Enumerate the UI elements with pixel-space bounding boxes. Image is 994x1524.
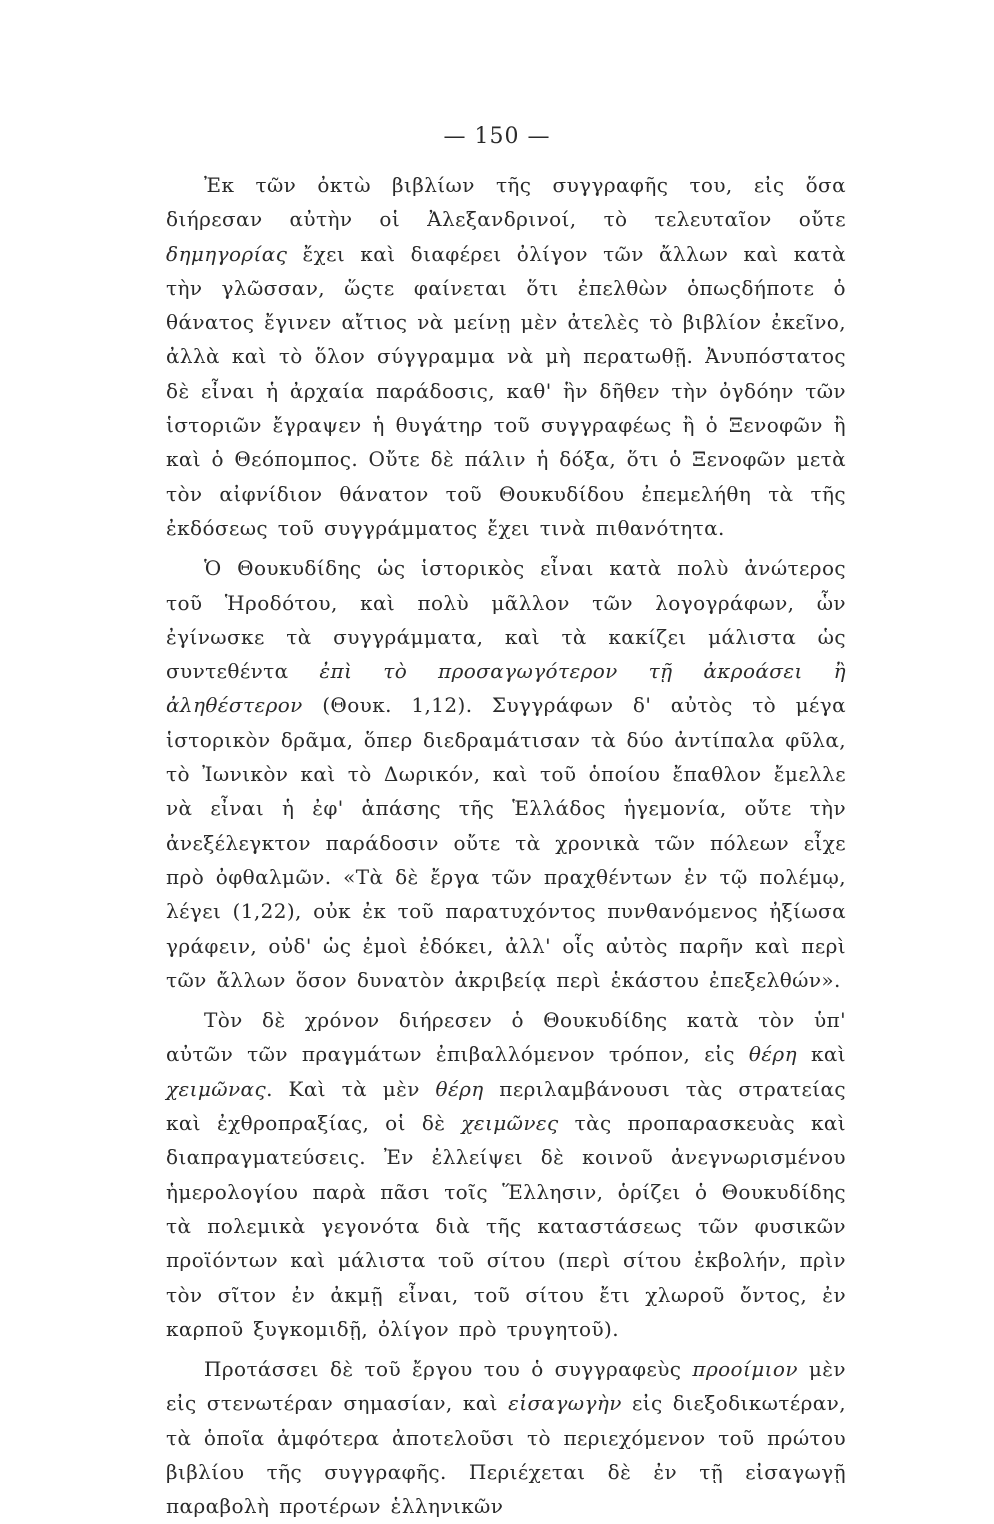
italic-term: εἰσαγωγὴν xyxy=(508,1391,622,1416)
text-run: Ὁ Θουκυδίδης ὡς ἱστορικὸς εἶναι κατὰ πολὺ ἀνώτερος τοῦ Ἡροδότου, καὶ πολὺ μᾶλλον τῶν λογογράφων, ὧν ἐγίνωσκε τὰ συγγράμματα, καὶ τὰ κακίζει μάλιστα ὡς συντεθέντα xyxy=(166,556,846,684)
text-run: (Θουκ. 1,12). Συγγράφων δ' αὐτὸς τὸ μέγα ἱστορικὸν δρᾶμα, ὅπερ διεδραμάτισαν τὰ δύο ἀντίπαλα φῦλα, τὸ Ἰωνικὸν καὶ τὸ Δωρικόν, καὶ τοῦ ὁποίου ἔπαθλον ἔμελλε νὰ εἶναι ἡ ἐφ' ἁπάσης τῆς Ἑλλάδος ἡγεμονία, οὔτε τὴν ἀνεξέλεγκτον παράδοσιν οὔτε τὰ χρονικὰ τῶν πόλεων εἶχε πρὸ ὀφθαλμῶν. «Τὰ δὲ ἔργα τῶν πραχθέντων ἐν τῷ πολέμῳ, λέγει (1,22), οὐκ ἐκ τοῦ παρατυχόντος πυνθανόμενος ἠξίωσα γράφειν, οὐδ' ὡς ἐμοὶ ἐδόκει, ἀλλ' οἷς αὐτὸς παρῆν καὶ περὶ τῶν ἄλλων ὅσον δυνατὸν ἀκριβείᾳ περὶ ἑκάστου ἐπεξελθών». xyxy=(166,693,846,992)
paragraph-1 xyxy=(166,168,846,545)
text-run: περιλαμβάνουσι τὰς στρατείας καὶ ἐχθροπραξίας, οἱ δὲ xyxy=(166,1076,846,1136)
paragraph-2 xyxy=(166,551,846,997)
italic-term: θέρη xyxy=(435,1076,484,1101)
text-run: Προτάσσει δὲ τοῦ ἔργου του ὁ συγγραφεὺς xyxy=(204,1357,693,1382)
italic-term: δημηγορίας xyxy=(166,241,288,266)
text-run: τὰς προπαρασκευὰς καὶ διαπραγματεύσεις. Ἐν ἐλλείψει δὲ κοινοῦ ἀνεγνωρισμένου ἡμερολογίου παρὰ πᾶσι τοῖς Ἕλλησιν, ὁρίζει ὁ Θουκυδίδης τὰ πολεμικὰ γεγονότα διὰ τῆς καταστάσεως τῶν φυσικῶν προϊόντων καὶ μάλιστα τοῦ σίτου (περὶ σίτου ἐκβολήν, πρὶν τὸν σῖτον ἐν ἀκμῇ εἶναι, τοῦ σίτου ἔτι χλωροῦ ὄντος, ἐν καρποῦ ξυγκομιδῇ, ὀλίγον πρὸ τρυγητοῦ). xyxy=(166,1111,846,1341)
text-run: ἔχει καὶ διαφέρει ὀλίγον τῶν ἄλλων καὶ κατὰ τὴν γλῶσσαν, ὥςτε φαίνεται ὅτι ἐπελθὼν ὁπωςδήποτε ὁ θάνατος ἔγινεν αἴτιος νὰ μείνῃ μὲν ἀτελὲς τὸ βιβλίον ἐκεῖνο, ἀλλὰ καὶ τὸ ὅλον σύγγραμμα νὰ μὴ περατωθῇ. Ἀνυπόστατος δὲ εἶναι ἡ ἀρχαία παράδοσις, καθ' ἣν δῆθεν τὴν ὀγδόην τῶν ἱστοριῶν ἔγραψεν ἡ θυγάτηρ τοῦ συγγραφέως ἢ ὁ Ξενοφῶν ἢ καὶ ὁ Θεόπομπος. Οὔτε δὲ πάλιν ἡ δόξα, ὅτι ὁ Ξενοφῶν μετὰ τὸν αἰφνίδιον θάνατον τοῦ Θουκυδίδου ἐπεμελήθη τὰ τῆς ἐκδόσεως τοῦ συγγράμματος ἔχει τινὰ πιθανότητα. xyxy=(166,241,846,540)
text-run: Τὸν δὲ χρόνον διήρεσεν ὁ Θουκυδίδης κατὰ τὸν ὑπ' αὐτῶν τῶν πραγμάτων ἐπιβαλλόμενον τρόπον, εἰς xyxy=(166,1008,846,1067)
text-run: καὶ xyxy=(796,1042,846,1067)
italic-term: προοίμιον xyxy=(692,1357,798,1382)
page-number: — 150 — xyxy=(443,124,551,149)
body-text xyxy=(166,168,846,1524)
text-run: . Καὶ τὰ μὲν xyxy=(266,1076,436,1101)
paragraph-3 xyxy=(166,1003,846,1346)
paragraph-4 xyxy=(166,1352,846,1523)
text-run: εἰς διεξοδικωτέραν, τὰ ὁποῖα ἀμφότερα ἀποτελοῦσι τὸ περιεχόμενον τοῦ πρώτου βιβλίου τῆς συγγραφῆς. Περιέχεται δὲ ἐν τῇ εἰσαγωγῇ παραβολὴ προτέρων ἑλληνικῶν xyxy=(166,1391,846,1519)
italic-term: χειμῶνας xyxy=(166,1076,267,1101)
italic-term: θέρη xyxy=(748,1042,797,1067)
italic-term: χειμῶνες xyxy=(461,1111,559,1136)
text-run: Ἐκ τῶν ὀκτὼ βιβλίων τῆς συγγραφῆς του, εἰς ὅσα διήρεσαν αὐτὴν οἱ Ἀλεξανδρινοί, τὸ τελευταῖον οὔτε xyxy=(166,173,846,232)
italic-term: ἐπὶ τὸ προσαγωγότερον τῇ ἀκροάσει ἢ ἀληθέστερον xyxy=(166,659,846,718)
text-run: μὲν εἰς στενωτέραν σημασίαν, καὶ xyxy=(166,1357,846,1416)
